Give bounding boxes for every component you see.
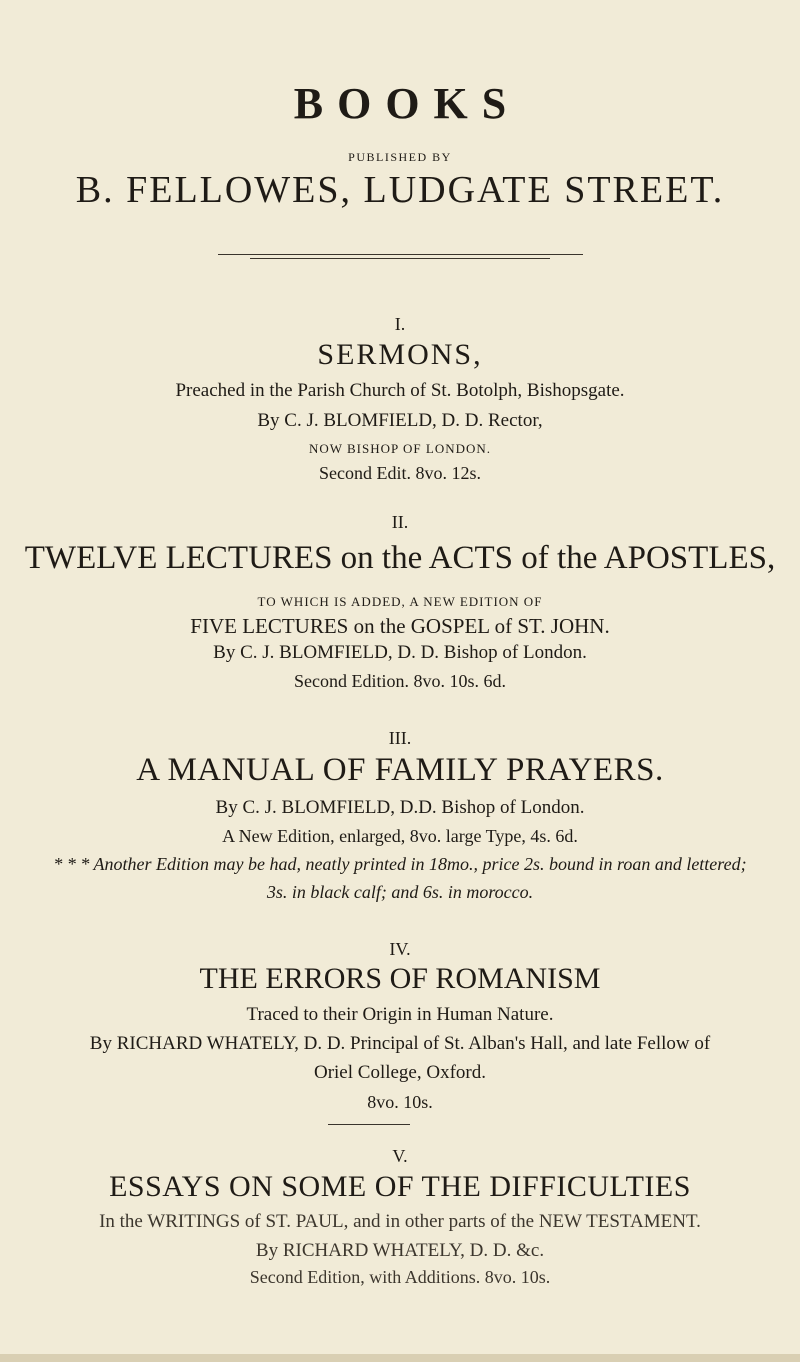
entry-line: NOW BISHOP OF LONDON. (308, 441, 492, 456)
page-title: BOOKS (293, 79, 521, 128)
entry-number: II. (391, 512, 409, 532)
entry-line: * * * Another Edition may be had, neatly printed in 18mo., price 2s. bound in roan and lettered; (53, 854, 747, 874)
published-by-label: PUBLISHED BY (348, 150, 452, 164)
entry-line: TO WHICH IS ADDED, A NEW EDITION OF (257, 594, 543, 609)
entry-line: By C. J. BLOMFIELD, D.D. Bishop of London. (215, 797, 585, 818)
entry-line: Second Edit. 8vo. 12s. (319, 463, 481, 483)
entry-number: III. (388, 728, 412, 748)
page-edge (0, 1354, 800, 1362)
entry-line: Traced to their Origin in Human Nature. (246, 1004, 554, 1025)
entry-line: By C. J. BLOMFIELD, D. D. Rector, (257, 410, 543, 431)
publisher-name: B. FELLOWES, LUDGATE STREET. (75, 169, 725, 211)
entry-title: ESSAYS ON SOME OF THE DIFFICULTIES (109, 1170, 691, 1203)
entry-line: 8vo. 10s. (367, 1092, 433, 1112)
entry-line: 3s. in black calf; and 6s. in morocco. (266, 882, 534, 902)
entry-title: A MANUAL OF FAMILY PRAYERS. (136, 752, 664, 788)
entry-number: IV. (389, 939, 411, 959)
entry-line: Oriel College, Oxford. (313, 1062, 486, 1083)
entry-line: By C. J. BLOMFIELD, D. D. Bishop of London. (213, 642, 587, 663)
entry-line: FIVE LECTURES on the GOSPEL of ST. JOHN. (190, 614, 610, 638)
entry-line: Second Edition, with Additions. 8vo. 10s. (249, 1267, 551, 1287)
entry-title: TWELVE LECTURES on the ACTS of the APOSTLES, (24, 540, 776, 576)
entry-number: I. (394, 314, 406, 334)
entry-line: By RICHARD WHATELY, D. D. Principal of St. Alban's Hall, and late Fellow of (89, 1033, 711, 1054)
entry-line: In the WRITINGS of ST. PAUL, and in other parts of the NEW TESTAMENT. (99, 1211, 701, 1232)
entry-line: By RICHARD WHATELY, D. D. &c. (255, 1240, 545, 1261)
entry-line: Second Edition. 8vo. 10s. 6d. (294, 671, 506, 691)
section-divider (328, 1124, 410, 1125)
header-divider (218, 254, 583, 255)
entry-line: Preached in the Parish Church of St. Botolph, Bishopsgate. (175, 380, 625, 401)
header-divider-secondary (250, 258, 550, 259)
entry-title: SERMONS, (317, 338, 483, 371)
entry-title: THE ERRORS OF ROMANISM (199, 962, 601, 995)
entry-number: V. (392, 1146, 408, 1166)
entry-line: A New Edition, enlarged, 8vo. large Type, 4s. 6d. (222, 826, 578, 846)
